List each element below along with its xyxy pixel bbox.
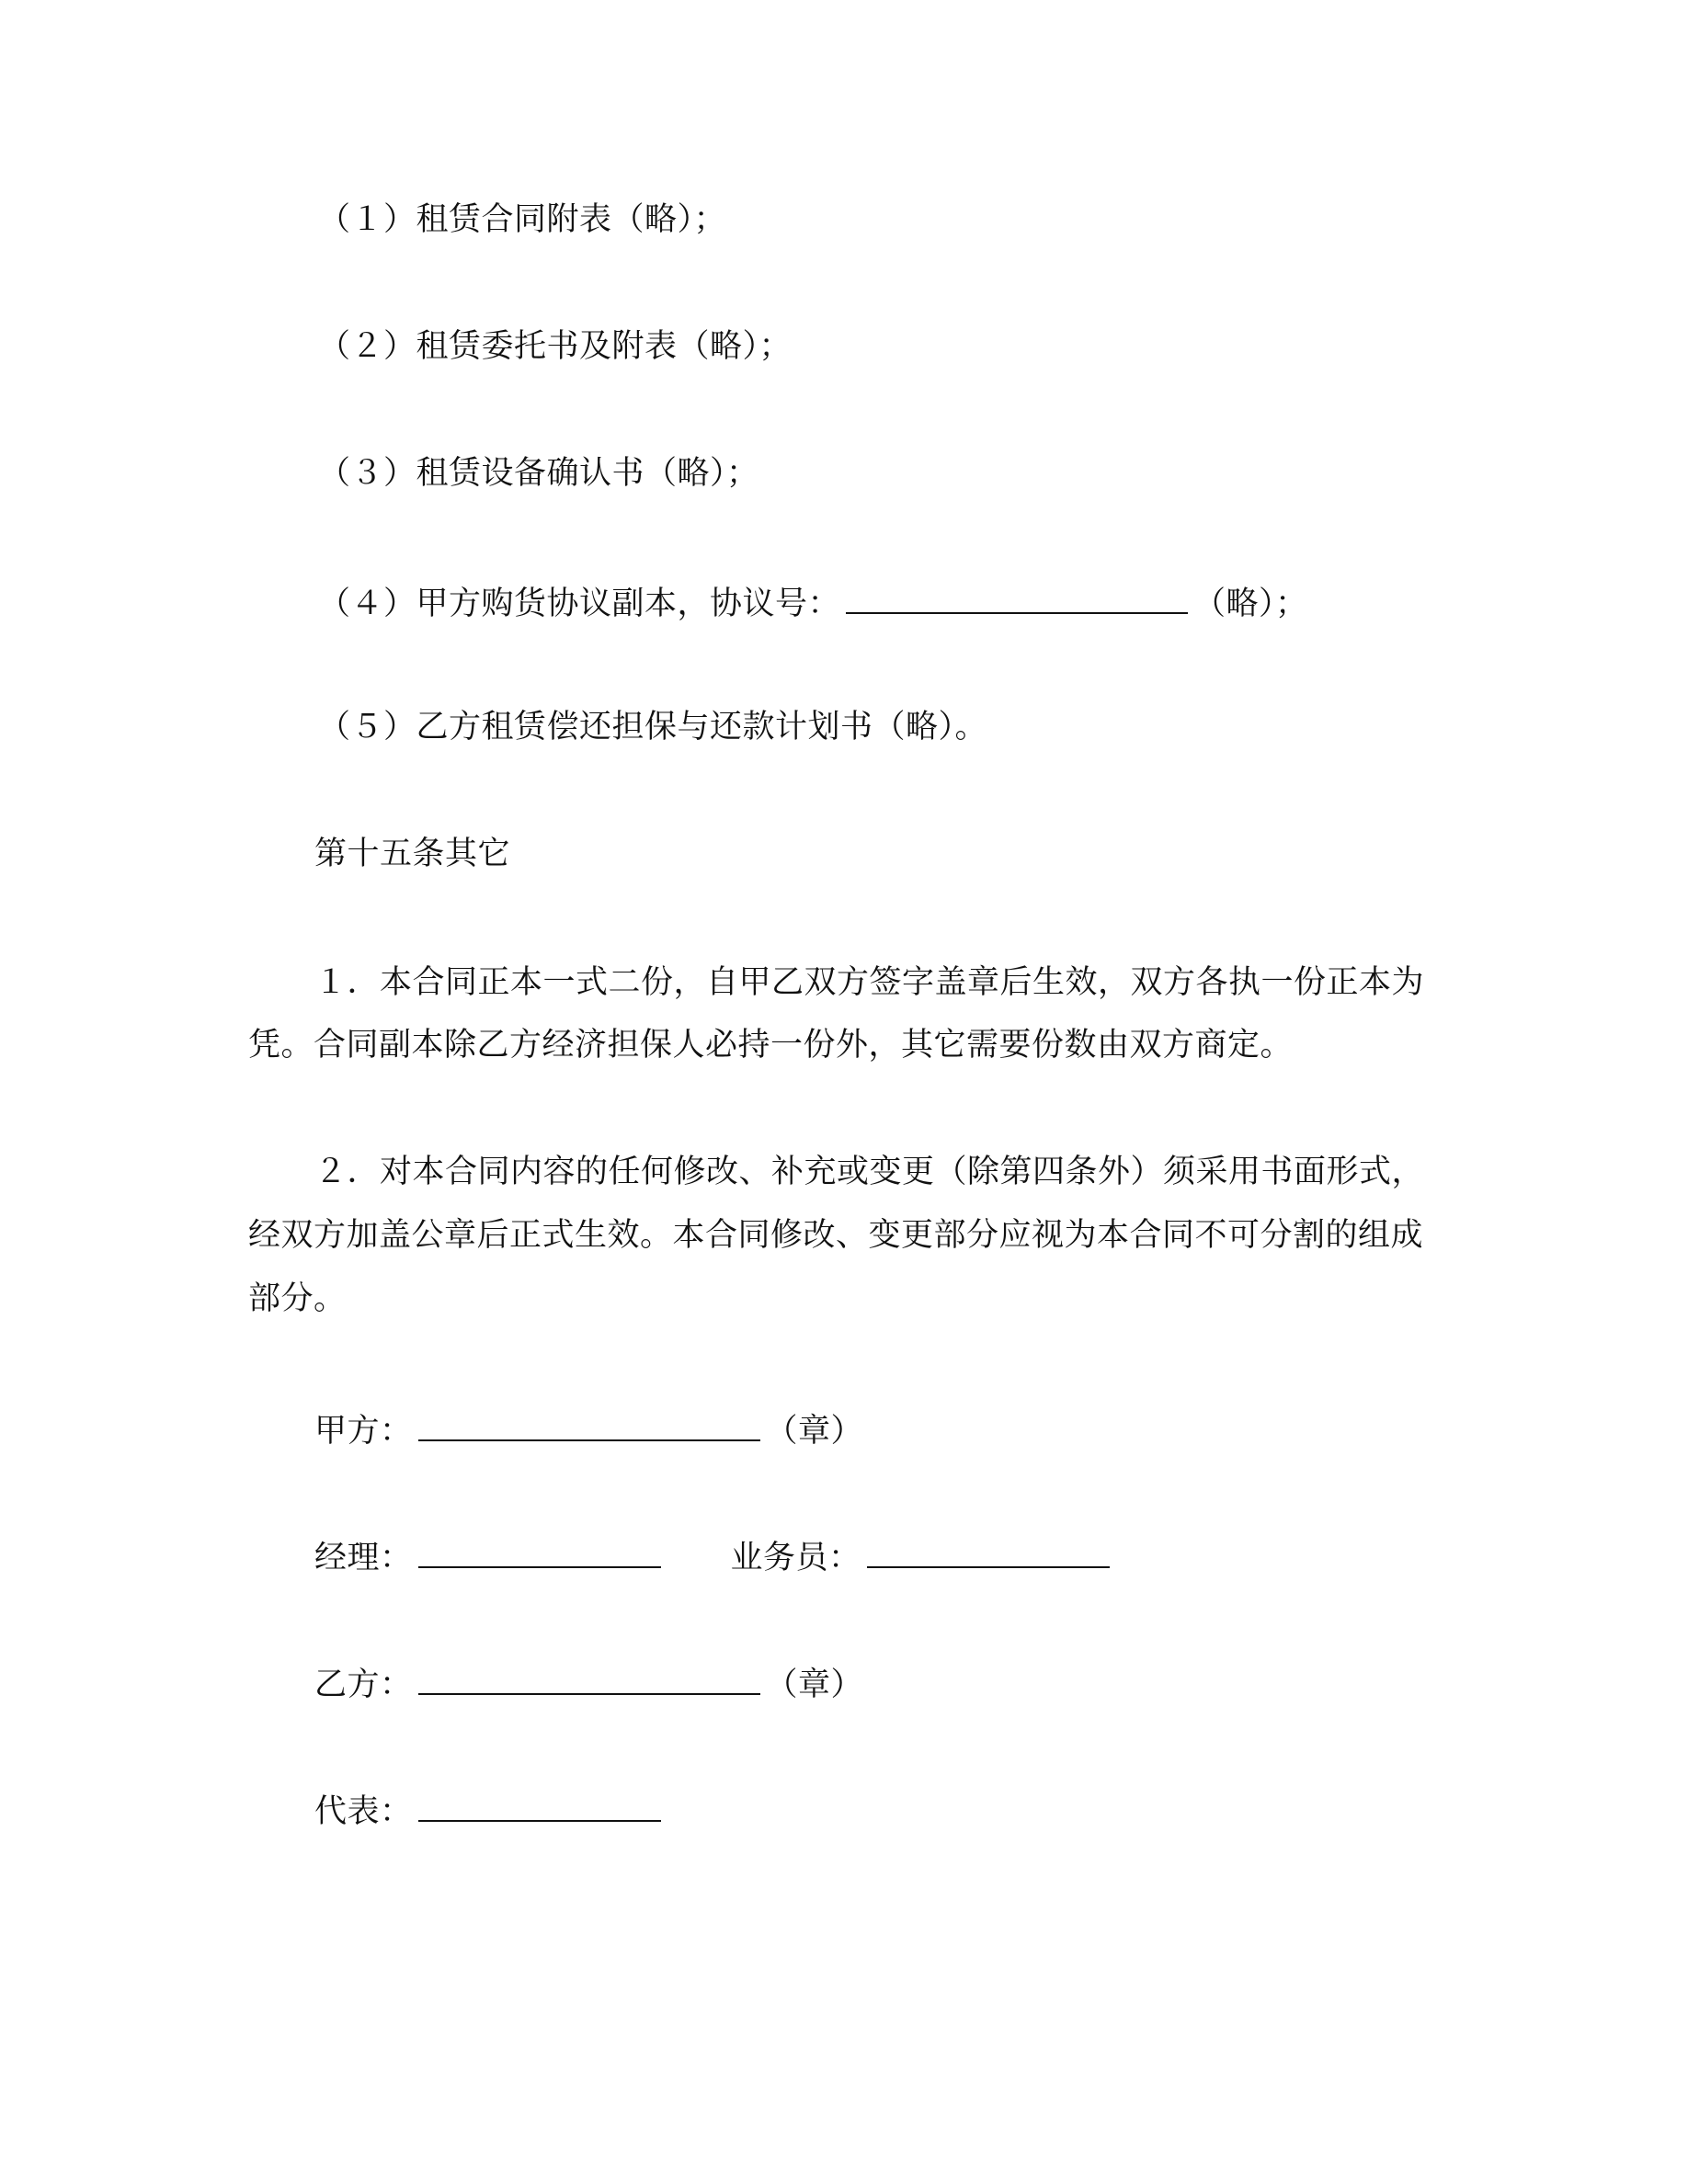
party-a-seal: （章） xyxy=(765,1413,864,1450)
representative-signature-row xyxy=(314,1792,667,1828)
clause-2-line-1: ２．对本合同内容的任何修改、补充或变更（除第四条外）须采用书面形式， xyxy=(314,1154,1425,1190)
party-a-signature-row xyxy=(314,1412,863,1448)
attachment-item-4 xyxy=(318,585,1308,620)
party-b-seal: （章） xyxy=(765,1666,864,1703)
attachment-item-1 xyxy=(318,201,727,238)
article-heading: 第十五条其它 xyxy=(314,836,511,872)
attachment-item-2 xyxy=(318,328,793,365)
attachment-3-text: （３）租赁设备确认书（略）； xyxy=(318,455,759,492)
party-b-blank xyxy=(418,1666,760,1695)
attachment-item-3 xyxy=(318,455,759,492)
attachment-1-text: （１）租赁合同附表（略）； xyxy=(318,201,727,238)
clause-2-line-3: 部分。 xyxy=(248,1280,347,1317)
manager-label: 经理： xyxy=(314,1540,413,1576)
attachment-item-5 xyxy=(318,711,987,744)
attachment-4-suffix: （略）； xyxy=(1193,586,1308,622)
manager-blank xyxy=(418,1539,661,1568)
party-a-blank xyxy=(418,1412,760,1441)
clerk-blank xyxy=(867,1539,1110,1568)
attachment-4-text: （４）甲方购货协议副本，协议号： xyxy=(318,586,841,622)
attachment-2-text: （２）租赁委托书及附表（略）； xyxy=(318,328,793,365)
clause-1-line-2: 凭。合同副本除乙方经济担保人必持一份外，其它需要份数由双方商定。 xyxy=(248,1027,1294,1064)
party-b-label: 乙方： xyxy=(314,1666,413,1703)
party-b-signature-row xyxy=(314,1666,863,1701)
clause-1-line-1: １．本合同正本一式二份，自甲乙双方签字盖章后生效，双方各执一份正本为 xyxy=(314,964,1425,1001)
party-a-label: 甲方： xyxy=(314,1413,413,1450)
clause-2-line-2: 经双方加盖公章后正式生效。本合同修改、变更部分应视为本合同不可分割的组成 xyxy=(248,1217,1424,1254)
representative-label: 代表： xyxy=(314,1793,413,1830)
representative-blank xyxy=(418,1792,661,1822)
clerk-label: 业务员： xyxy=(730,1540,861,1576)
manager-clerk-signature-row xyxy=(314,1539,1115,1575)
agreement-number-blank xyxy=(846,585,1188,614)
attachment-5-text: （５）乙方租赁偿还担保与还款计划书（略）。 xyxy=(318,709,988,745)
